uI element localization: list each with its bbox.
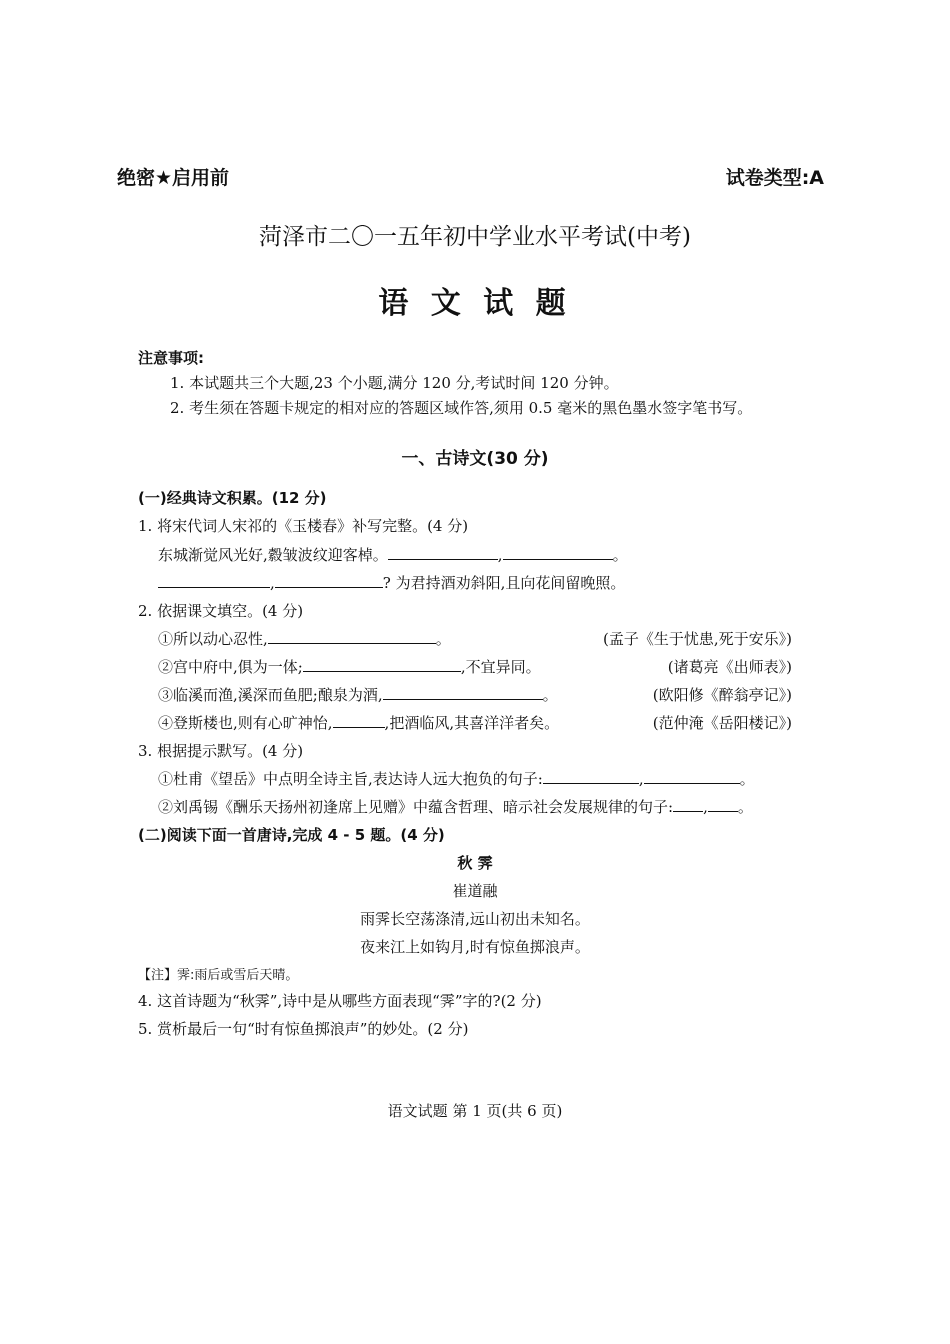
poem-title: 秋 霁 bbox=[457, 854, 493, 872]
section1-title: 一、古诗文(30 分) bbox=[401, 449, 549, 469]
q3-item1-pre: ①杜甫《望岳》中点明全诗主旨,表达诗人远大抱负的句子: bbox=[158, 770, 543, 788]
q3-item2-pre: ②刘禹锡《酬乐天扬州初逢席上见赠》中蕴含哲理、暗示社会发展规律的句子: bbox=[158, 798, 674, 816]
q2-item-source: (诸葛亮《出师表》) bbox=[667, 658, 792, 676]
exam-title: 菏泽市二〇一五年初中学业水平考试(中考) bbox=[259, 224, 691, 250]
q1-stem: 1. 将宋代词人宋祁的《玉楼春》补写完整。(4 分) bbox=[138, 517, 469, 535]
q3-item-2 bbox=[158, 796, 753, 817]
q2-item-source: (欧阳修《醉翁亭记》) bbox=[652, 686, 792, 704]
q1-line1-end: 。 bbox=[612, 546, 628, 564]
q2-item-post: 。 bbox=[542, 686, 558, 704]
q2-item-pre: ③临溪而渔,溪深而鱼肥;酿泉为酒, bbox=[158, 686, 383, 704]
q2-item-pre: ①所以动心忍性, bbox=[158, 630, 268, 648]
q3-item2-sep: , bbox=[703, 798, 708, 816]
part1-heading: (一)经典诗文积累。(12 分) bbox=[138, 489, 327, 507]
answer-blank[interactable] bbox=[303, 657, 461, 672]
poem-note: 【注】霁:雨后或雪后天晴。 bbox=[138, 968, 299, 983]
q2-item-4 bbox=[158, 712, 792, 733]
answer-blank[interactable] bbox=[543, 769, 639, 784]
answer-blank[interactable] bbox=[268, 629, 436, 644]
q1-line1-sep: , bbox=[497, 546, 503, 564]
q2-item-source: (范仲淹《岳阳楼记》) bbox=[652, 714, 792, 732]
q2-item-post: ,把酒临风,其喜洋洋者矣。 bbox=[384, 714, 560, 732]
q2-item-1 bbox=[158, 628, 792, 649]
page-footer: 语文试题 第 1 页(共 6 页) bbox=[387, 1102, 563, 1120]
poem-line: 夜来江上如钩月,时有惊鱼掷浪声。 bbox=[360, 938, 590, 956]
q1-line1-text: 东城渐觉风光好,縠皱波纹迎客棹。 bbox=[158, 546, 388, 564]
answer-blank[interactable] bbox=[333, 713, 385, 728]
notice-item-2: 2. 考生须在答题卡规定的相对应的答题区域作答,须用 0.5 毫米的黑色墨水签字笔书写。 bbox=[170, 399, 753, 417]
q1-line2-tail: ? 为君持酒劝斜阳,且向花间留晚照。 bbox=[382, 574, 626, 592]
answer-blank[interactable] bbox=[388, 545, 498, 560]
poem-line: 雨霁长空荡涤清,远山初出未知名。 bbox=[360, 910, 590, 928]
answer-blank[interactable] bbox=[644, 769, 740, 784]
notice-heading: 注意事项: bbox=[138, 349, 204, 367]
poem-author: 崔道融 bbox=[452, 882, 498, 900]
q1-line2 bbox=[158, 572, 625, 593]
q4: 4. 这首诗题为“秋霁”,诗中是从哪些方面表现“霁”字的?(2 分) bbox=[138, 992, 542, 1010]
q1-line1 bbox=[158, 544, 628, 565]
q5: 5. 赏析最后一句“时有惊鱼掷浪声”的妙处。(2 分) bbox=[138, 1020, 469, 1038]
answer-blank[interactable] bbox=[673, 797, 703, 812]
q2-item-post: ,不宜异同。 bbox=[460, 658, 541, 676]
answer-blank[interactable] bbox=[503, 545, 613, 560]
q3-item1-sep: , bbox=[638, 770, 644, 788]
subject-title: 语 文 试 题 bbox=[378, 286, 572, 321]
paper-type-label: 试卷类型:A bbox=[725, 167, 824, 189]
q2-item-pre: ②宫中府中,俱为一体; bbox=[158, 658, 303, 676]
q1-line2-sep: , bbox=[270, 574, 275, 592]
q2-item-source: (孟子《生于忧患,死于安乐》) bbox=[603, 630, 792, 648]
answer-blank[interactable] bbox=[275, 573, 383, 588]
answer-blank[interactable] bbox=[708, 797, 738, 812]
notice-item-1: 1. 本试题共三个大题,23 个小题,满分 120 分,考试时间 120 分钟。 bbox=[170, 374, 619, 392]
q3-item-1 bbox=[158, 768, 755, 789]
q2-stem: 2. 依据课文填空。(4 分) bbox=[138, 602, 304, 620]
q2-item-3 bbox=[158, 684, 792, 705]
q3-item1-end: 。 bbox=[739, 770, 755, 788]
q2-item-2 bbox=[158, 656, 792, 677]
q3-item2-end: 。 bbox=[737, 798, 753, 816]
q2-item-post: 。 bbox=[435, 630, 451, 648]
part2-heading: (二)阅读下面一首唐诗,完成 4 - 5 题。(4 分) bbox=[138, 826, 445, 844]
answer-blank[interactable] bbox=[383, 685, 543, 700]
secret-label: 绝密★启用前 bbox=[117, 167, 230, 189]
answer-blank[interactable] bbox=[158, 573, 270, 588]
q3-stem: 3. 根据提示默写。(4 分) bbox=[138, 742, 304, 760]
q2-item-pre: ④登斯楼也,则有心旷神怡, bbox=[158, 714, 333, 732]
